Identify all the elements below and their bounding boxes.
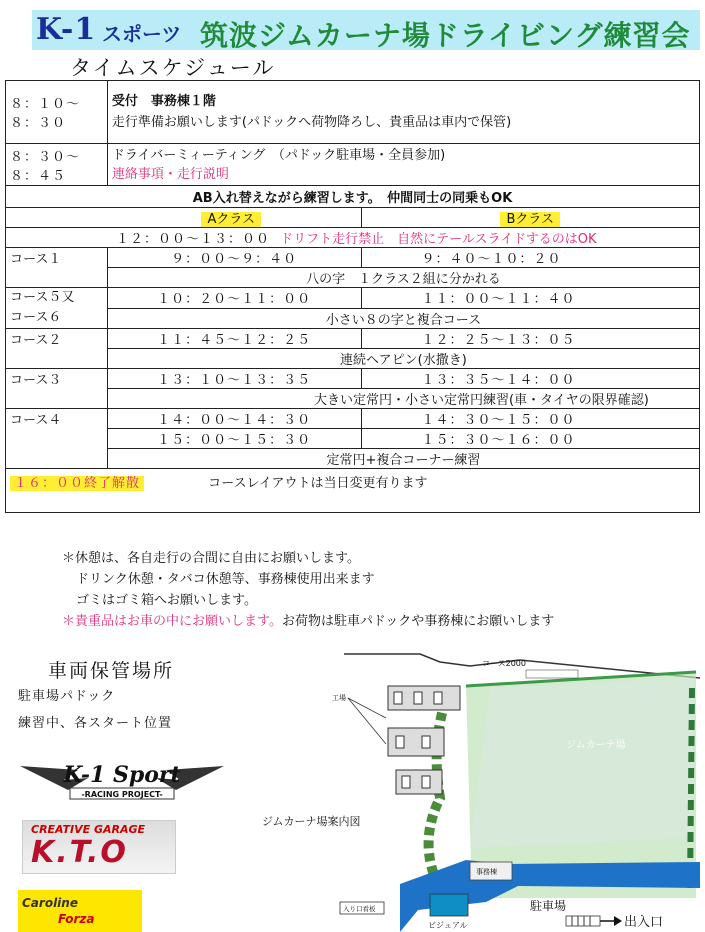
page-title: 筑波ジムカーナ場ドライビング練習会: [200, 19, 691, 52]
table-row: [6, 248, 700, 268]
title-k1: K-1: [36, 12, 97, 47]
schedule-subtitle: タイムスケジュール: [70, 56, 276, 80]
ab-note: AB入れ替えながら練習します。 仲間同士の同乗もOK: [6, 186, 700, 208]
table-row: [6, 208, 700, 228]
course-cell: コース４: [6, 409, 108, 469]
time-cell: ８：１０～８：３０: [6, 81, 108, 144]
kto-logo: [22, 820, 176, 874]
course-desc: 八の字 １クラス２組に分かれる: [107, 268, 699, 288]
reception-label: 受付 事務棟１階: [111, 94, 216, 109]
end-note: コースレイアウトは当日変更有ります: [208, 476, 428, 491]
class-b-time: １３：３５～１４：００: [361, 369, 700, 389]
end-row: [6, 469, 700, 513]
meeting-label: ドライバーミィーティング （パドック駐車場・全員参加): [111, 147, 446, 163]
class-a-time: １０：２０～１１：００: [107, 288, 361, 309]
map-caption: ジムカーナ場案内図: [262, 815, 361, 828]
map-course-label: コース2000: [482, 659, 526, 668]
table-row: [6, 81, 700, 144]
prep-label: 走行準備お願いします(パドックへ荷物降ろし、貴重品は車内で保管): [111, 115, 512, 130]
table-row: [6, 288, 700, 309]
course-label: コース５又: [10, 290, 75, 305]
note-valuables-black: お荷物は駐車パドックや事務棟にお願いします: [281, 614, 555, 629]
class-b-header: [361, 208, 700, 228]
map-office-label: 事務棟: [476, 868, 497, 876]
table-row: [6, 228, 700, 248]
class-b-label: Bクラス: [500, 212, 560, 227]
table-row: [6, 449, 700, 469]
course-cell: [6, 288, 108, 329]
schedule-table: [5, 80, 700, 513]
class-a-header: [6, 208, 362, 228]
table-row: [6, 369, 700, 389]
end-time: １６：００終了解散: [10, 476, 144, 491]
notes-block: [62, 548, 554, 632]
time-cell: ８：３０～８：４５: [6, 144, 108, 186]
parking-line-2: 練習中、各スタート位置: [18, 716, 173, 731]
forza-text: Forza: [58, 912, 95, 926]
map-gymkhana-label: ジムカーナ場: [566, 740, 626, 751]
desc-cell: [107, 144, 699, 186]
course-desc: 定常円+複合コーナー練習: [107, 449, 699, 469]
map-sign-label: 入り口看板: [343, 905, 376, 913]
k1-sport-subtext: -RACING PROJECT-: [81, 790, 163, 799]
class-a-time: ９：００～９：４０: [107, 248, 361, 268]
course-desc: 連続ヘアピン(水撒き): [107, 349, 699, 369]
class-a-time: １１：４５～１２：２５: [107, 329, 361, 349]
note-line: ゴミはゴミ箱へお願いします。: [76, 593, 257, 608]
class-b-time: １４：３０～１５：００: [361, 409, 700, 429]
course-cell: コース１: [6, 248, 108, 288]
table-row: [6, 429, 700, 449]
table-row: [6, 268, 700, 288]
map-visual-label: ビジュアル: [428, 921, 468, 930]
note-line: ＊休憩は、各自走行の合間に自由にお願いします。: [62, 551, 360, 566]
parking-line-1: 駐車場パドック: [18, 689, 116, 704]
lunch-time: １２：００～１３：００: [116, 232, 271, 247]
course-cell: コース２: [6, 329, 108, 369]
class-a-time: １３：１０～１３：３５: [107, 369, 361, 389]
kto-logo-main: K.T.O: [31, 835, 128, 870]
k1-sport-logo: [18, 756, 226, 802]
table-row: [6, 329, 700, 349]
table-row: [6, 144, 700, 186]
table-row: [6, 469, 700, 513]
briefing-label: 連絡事項・走行説明: [111, 166, 229, 182]
class-b-time: １５：３０～１６：００: [361, 429, 700, 449]
parking-title: 車両保管場所: [48, 660, 175, 682]
table-row: [6, 389, 700, 409]
class-a-label: Aクラス: [201, 212, 261, 227]
title-bar: [32, 10, 700, 50]
map-parking-label: 駐車場: [530, 899, 567, 913]
kto-logo-top: CREATIVE GARAGE: [31, 823, 146, 836]
title-sports: スポーツ: [102, 22, 182, 46]
course-map: [330, 648, 700, 932]
course-label: コース６: [10, 310, 62, 325]
map-factory-label: 工場: [332, 694, 346, 702]
course-cell: コース３: [6, 369, 108, 409]
class-b-time: ９：４０～１０：２０: [361, 248, 700, 268]
course-desc: 大きい定常円・小さい定常円練習(車・タイヤの限界確認): [107, 389, 699, 409]
table-row: [6, 186, 700, 208]
class-a-time: １５：００～１５：３０: [107, 429, 361, 449]
k1-sport-text: K-1 Sport: [63, 762, 181, 788]
lunch-note: ドリフト走行禁止 自然にテールスライドするのはOK: [280, 232, 597, 247]
caroline-forza-logo: [18, 890, 142, 932]
lunch-row: [6, 228, 700, 248]
desc-cell: [107, 81, 699, 144]
table-row: [6, 409, 700, 429]
class-b-time: １１：００～１１：４０: [361, 288, 700, 309]
map-entrance-label: 出入口: [624, 915, 664, 930]
caroline-text: Caroline: [22, 896, 78, 910]
table-row: [6, 349, 700, 369]
course-desc: 小さい８の字と複合コース: [107, 308, 699, 329]
note-valuables-red: ＊貴重品はお車の中にお願いします。: [62, 614, 282, 629]
note-line: ドリンク休憩・タバコ休憩等、事務棟使用出来ます: [76, 572, 375, 587]
note-line: [62, 611, 554, 632]
class-a-time: １４：００～１４：３０: [107, 409, 361, 429]
class-b-time: １２：２５～１３：０５: [361, 329, 700, 349]
table-row: [6, 308, 700, 329]
